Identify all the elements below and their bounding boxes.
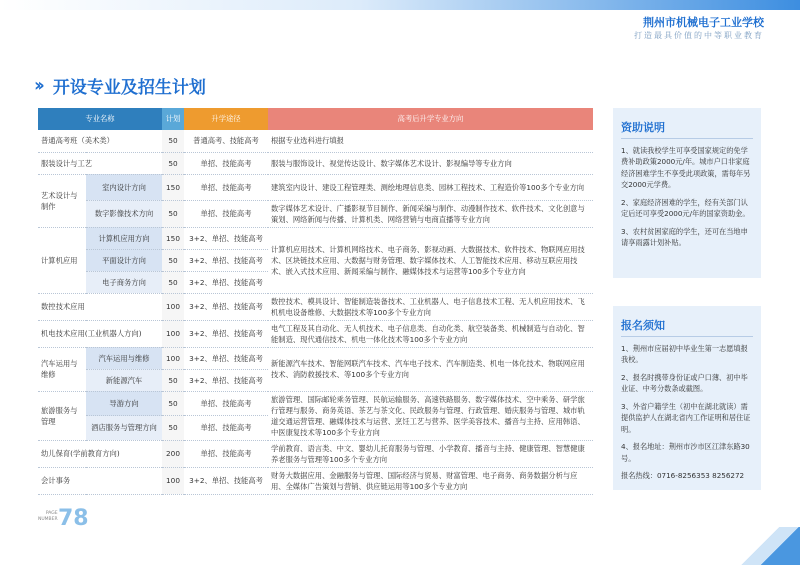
table-row	[38, 152, 593, 174]
major-name: 普通高考班（美术类）	[38, 130, 162, 152]
plan-count: 50	[162, 249, 184, 271]
table-row	[38, 467, 593, 494]
major-name: 新能源汽车	[86, 369, 162, 391]
major-name: 导游方向	[86, 391, 162, 416]
double-chevron-icon: ››	[34, 74, 41, 96]
financial-aid-title: 资助说明	[613, 108, 761, 145]
admission-path: 单招、技能高考	[184, 152, 268, 174]
plan-count: 150	[162, 174, 184, 200]
study-direction: 旅游管理、国际邮轮乘务管理、民航运输服务、高速铁路服务、数字媒体技术、空中乘务、研学旅行管理与服务、商务英语、茶艺与茶文化、民政服务与管理、行政管理、婚庆服务与管理、城市轨道交通运营管理、融媒体技术与运营、烹饪工艺与营养、医学美容技术、播音与主持、应用韩语、中医康复技术等100多个专业方向	[268, 391, 593, 440]
study-direction: 财务大数据应用、金融服务与管理、国际经济与贸易、财富管理、电子商务、商务数据分析与应用、全媒体广告策划与营销、供应链运用等100多个专业方向	[268, 467, 593, 494]
major-name: 机电技术应用(工业机器人方向)	[38, 320, 162, 347]
study-direction: 数控技术、模具设计、智能制造装备技术、工业机器人、电子信息技术工程、无人机应用技术、飞机机电设备维修、大数据技术等100多个专业方向	[268, 293, 593, 320]
enrollment-plan-table	[38, 108, 593, 495]
school-motto: 打造最具价值的中等职业教育	[634, 31, 764, 40]
admission-path: 单招、技能高考	[184, 200, 268, 227]
table-row	[38, 347, 593, 369]
admission-path: 3+2、单招、技能高考	[184, 369, 268, 391]
admission-path: 3+2、单招、技能高考	[184, 271, 268, 293]
plan-count: 100	[162, 320, 184, 347]
corner-decoration	[740, 527, 800, 565]
page-number: 78	[58, 506, 89, 531]
major-group: 旅游服务与管理	[38, 391, 86, 440]
table-row	[38, 200, 593, 227]
plan-count: 50	[162, 369, 184, 391]
section-title: 开设专业及招生计划	[52, 77, 206, 98]
study-direction: 计算机应用技术、计算机网络技术、电子商务、影视动画、大数据技术、软件技术、物联网应用技术、区块链技术应用、大数据与财务管理、数字媒体技术、人工智能技术应用、移动互联应用技术、嵌入式技术应用、新闻采编与制作、融媒体技术与运营等100多个专业方向	[268, 227, 593, 293]
plan-count: 100	[162, 347, 184, 369]
admission-path: 普通高考、技能高考	[184, 130, 268, 152]
header-direction: 高考后升学专业方向	[268, 108, 593, 130]
plan-count: 50	[162, 391, 184, 416]
application-notes-panel	[613, 306, 761, 490]
major-name: 会计事务	[38, 467, 162, 494]
admission-path: 3+2、单招、技能高考	[184, 467, 268, 494]
plan-count: 100	[162, 467, 184, 494]
major-group: 汽车运用与维修	[38, 347, 86, 391]
header-band	[0, 0, 800, 48]
header-gradient-stripe	[0, 0, 800, 10]
table-row	[38, 320, 593, 347]
plan-count: 200	[162, 440, 184, 467]
admission-path: 单招、技能高考	[184, 440, 268, 467]
admission-path: 单招、技能高考	[184, 174, 268, 200]
study-direction: 新能源汽车技术、智能网联汽车技术、汽车电子技术、汽车制造类、机电一体化技术、物联网应用技术、消防救援技术、等100多个专业方向	[268, 347, 593, 391]
apply-item: 2、报名时携带身份证或户口薄、初中毕业证、中考分数条或截图。	[621, 372, 748, 393]
major-name: 平面设计方向	[86, 249, 162, 271]
apply-item: 1、荆州市应届初中毕业生第一志愿填报我校。	[621, 343, 748, 364]
admission-path: 3+2、单招、技能高考	[184, 347, 268, 369]
table-row	[38, 174, 593, 200]
major-name: 计算机应用方向	[86, 227, 162, 249]
school-name: 荆州市机械电子工业学校	[643, 16, 764, 29]
study-direction: 数字媒体艺术设计、广播影视节目制作、新闻采编与制作、动漫制作技术、软件技术、文化创意与策划、网络新闻与传播、计算机类、网络营销与电商直播等专业方向	[268, 200, 593, 227]
major-group: 计算机应用	[38, 227, 86, 293]
plan-count: 50	[162, 200, 184, 227]
plan-count: 50	[162, 416, 184, 441]
header-path: 升学途径	[184, 108, 268, 130]
major-name: 幼儿保育(学前教育方向)	[38, 440, 162, 467]
admission-path: 3+2、单招、技能高考	[184, 320, 268, 347]
plan-count: 50	[162, 130, 184, 152]
plan-count: 50	[162, 271, 184, 293]
major-name: 电子商务方向	[86, 271, 162, 293]
section-title-row	[34, 74, 206, 96]
header-count: 计划	[162, 108, 184, 130]
study-direction: 电气工程及其自动化、无人机技术、电子信息类、自动化类、航空装备类、机械制造与自动化、智能制造、现代通信技术、机电一体化技术等100多个专业方向	[268, 320, 593, 347]
admission-path: 单招、技能高考	[184, 416, 268, 441]
table-row	[38, 227, 593, 249]
apply-item: 3、外省户籍学生（初中在湖北就读）需提供监护人在湖北省内工作证明和居住证明。	[621, 401, 751, 434]
aid-item: 2、家庭经济困难的学生，经有关部门认定后还可享受2000元/年的国家资助金。	[621, 197, 750, 218]
study-direction: 建筑室内设计、建设工程管理类、测绘地理信息类、园林工程技术、工程造价等100多个专业方向	[268, 174, 593, 200]
table-row	[38, 440, 593, 467]
table-header-row	[38, 108, 593, 130]
plan-count: 50	[162, 152, 184, 174]
apply-hotline: 报名热线：0716-8256353 8256272	[621, 471, 745, 480]
major-name: 数控技术应用	[38, 293, 162, 320]
study-direction: 根据专业选科进行填报	[268, 130, 593, 152]
header-major: 专业名称	[38, 108, 162, 130]
study-direction: 学前教育、语言类、中文、婴幼儿托育服务与管理、小学教育、播音与主持、健康管理、智慧健康养老服务与管理等100多个专业方向	[268, 440, 593, 467]
admission-path: 单招、技能高考	[184, 391, 268, 416]
major-name: 数字影像技术方向	[86, 200, 162, 227]
financial-aid-panel	[613, 108, 761, 278]
major-name: 汽车运用与维修	[86, 347, 162, 369]
major-name: 酒店服务与管理方向	[86, 416, 162, 441]
page-number-label	[38, 511, 58, 523]
plan-count: 150	[162, 227, 184, 249]
page-label-line: PAGE	[45, 511, 58, 516]
admission-path: 3+2、单招、技能高考	[184, 249, 268, 271]
study-direction: 服装与服饰设计、视觉传达设计、数字媒体艺术设计、影视编导等专业方向	[268, 152, 593, 174]
aid-item: 1、就读我校学生可享受国家规定的免学费补助政策2000元/年。城市户口非家庭经济困难学生不享受此项政策，需每年另交2000元学费。	[621, 145, 751, 189]
admission-path: 3+2、单招、技能高考	[184, 293, 268, 320]
table-row	[38, 130, 593, 152]
page-label-line: NUMBER	[38, 517, 58, 522]
major-name: 服装设计与工艺	[38, 152, 162, 174]
application-notes-title: 报名须知	[613, 306, 761, 343]
aid-item: 3、农村贫困家庭的学生，还可在当地申请享雨露计划补贴。	[621, 226, 748, 247]
admission-path: 3+2、单招、技能高考	[184, 227, 268, 249]
table-row	[38, 293, 593, 320]
major-group: 艺术设计与制作	[38, 174, 86, 227]
table-row	[38, 391, 593, 416]
major-name: 室内设计方向	[86, 174, 162, 200]
apply-item: 4、报名地址：荆州市沙市区江津东路30号。	[621, 442, 750, 463]
plan-count: 100	[162, 293, 184, 320]
